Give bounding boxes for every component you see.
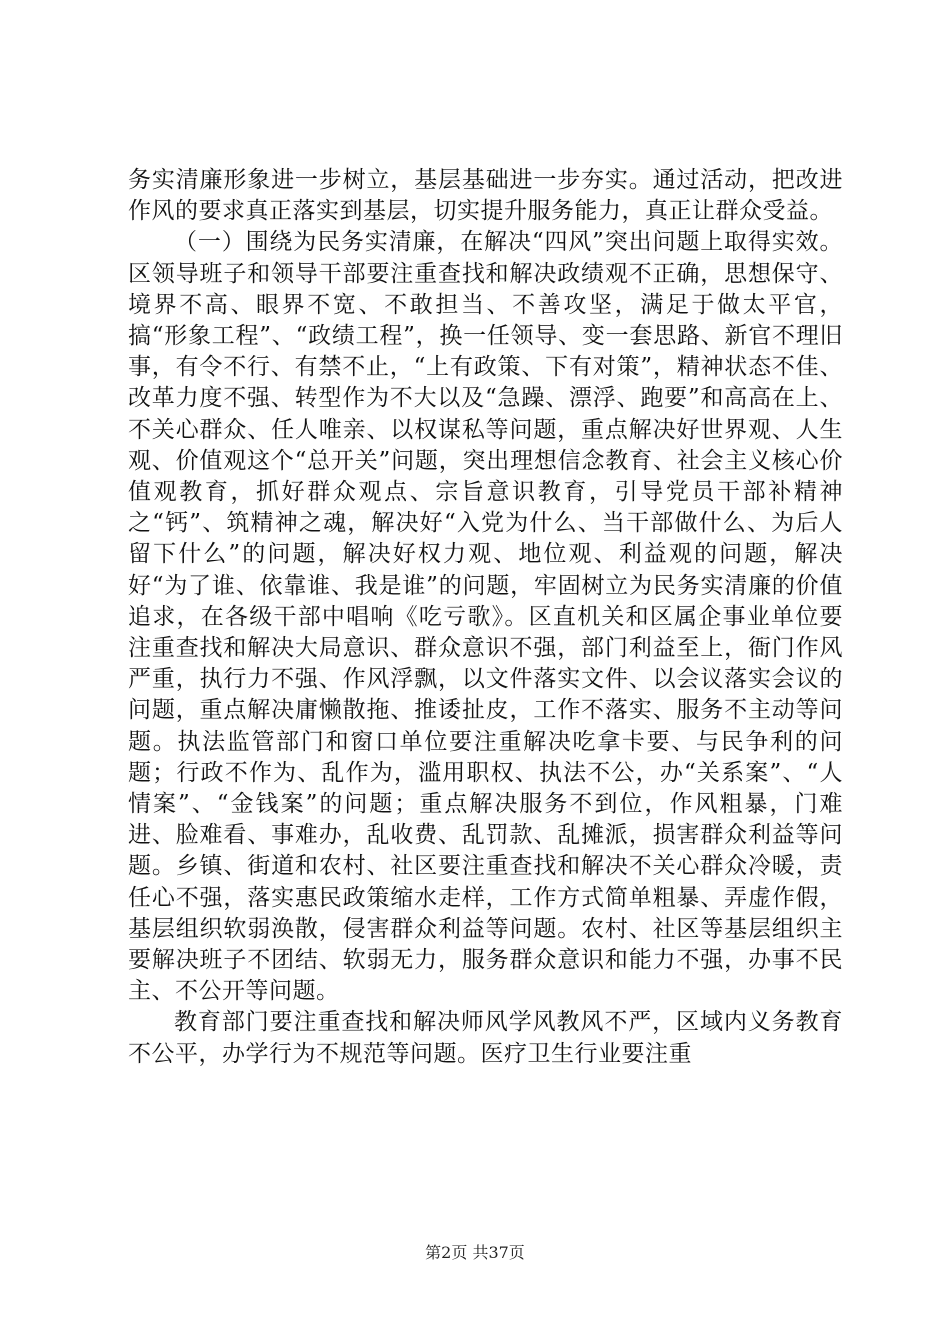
paragraph-3: 教育部门要注重查找和解决师风学风教风不严，区域内义务教育不公平，办学行为不规范等问题。医疗卫生行业要注重: [128, 1009, 843, 1067]
paragraph-2: （一）围绕为民务实清廉，在解决“四风”突出问题上取得实效。区领导班子和领导干部要注重查找和解决政绩观不正确，思想保守、境界不高、眼界不宽、不敢担当、不善攻坚，满足于做太平官，搞“形象工程”、“政绩工程”，换一任领导、变一套思路、新官不理旧事，有令不行、有禁不止，“上有政策、下有对策”，精神状态不佳、改革力度不强、转型作为不大以及“急躁、漂浮、跑要”和高高在上、不关心群众、任人唯亲、以权谋私等问题，重点解决好世界观、人生观、价值观这个“总开关”问题，突出理想信念教育、社会主义核心价值观教育，抓好群众观点、宗旨意识教育，引导党员干部补精神之“钙”、筑精神之魂，解决好“入党为什么、当干部做什么、为后人留下什么”的问题，解决好权力观、地位观、利益观的问题，解决好“为了谁、依靠谁、我是谁”的问题，牢固树立为民务实清廉的价值追求，在各级干部中唱响《吃亏歌》。区直机关和区属企事业单位要注重查找和解决大局意识、群众意识不强，部门利益至上，衙门作风严重，执行力不强、作风浮飘，以文件落实文件、以会议落实会议的问题，重点解决庸懒散拖、推诿扯皮，工作不落实、服务不主动等问题。执法监管部门和窗口单位要注重解决吃拿卡要、与民争利的问题；行政不作为、乱作为，滥用职权、执法不公，办“关系案”、“人情案”、“金钱案”的问题；重点解决服务不到位，作风粗暴，门难进、脸难看、事难办，乱收费、乱罚款、乱摊派，损害群众利益等问题。乡镇、街道和农村、社区要注重查找和解决不关心群众冷暖，责任心不强，落实惠民政策缩水走样，工作方式简单粗暴、弄虚作假，基层组织软弱涣散，侵害群众利益等问题。农村、社区等基层组织主要解决班子不团结、软弱无力，服务群众意识和能力不强，办事不民主、不公开等问题。: [128, 229, 843, 1005]
paragraph-1: 务实清廉形象进一步树立，基层基础进一步夯实。通过活动，把改进作风的要求真正落实到基层，切实提升服务能力，真正让群众受益。: [128, 167, 843, 225]
document-body: [128, 165, 843, 1070]
page-footer: 第2页 共37页: [425, 1243, 525, 1262]
